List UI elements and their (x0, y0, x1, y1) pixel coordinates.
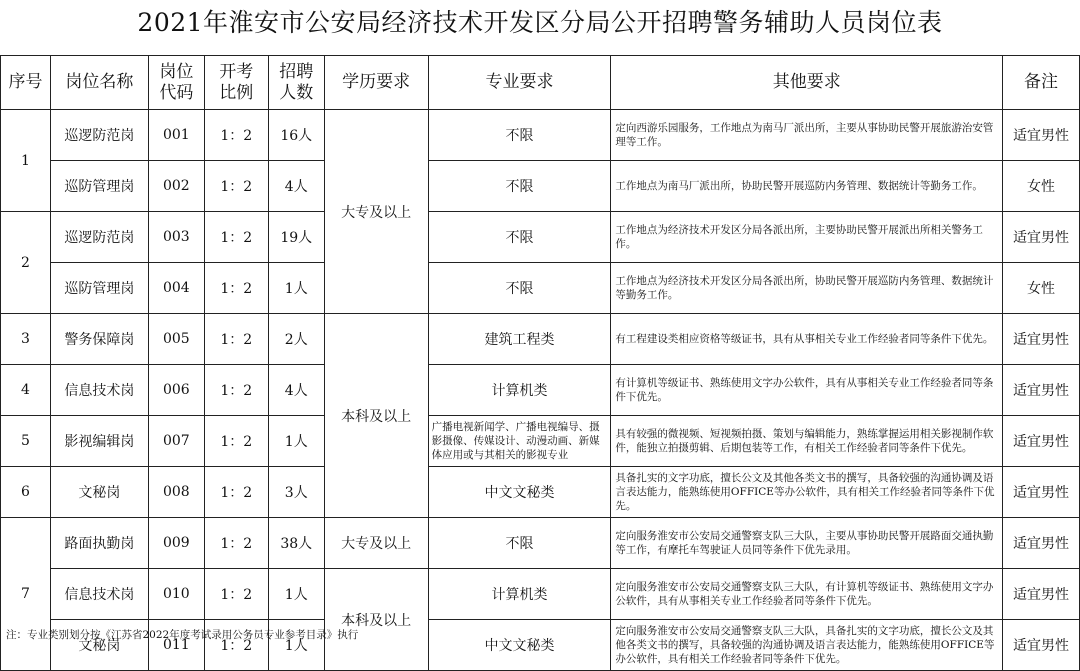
table-row (1, 467, 1080, 518)
hire-count: 38人 (268, 518, 324, 569)
remark: 女性 (1003, 161, 1080, 212)
table-row (1, 569, 1080, 620)
ratio: 1：2 (204, 620, 268, 671)
group-seq: 3 (1, 314, 51, 365)
post-name: 文秘岗 (50, 467, 148, 518)
group-seq: 5 (1, 416, 51, 467)
header-post-name: 岗位名称 (50, 56, 148, 110)
post-name: 文秘岗 (50, 620, 148, 671)
other-req: 有计算机等级证书、熟练使用文字办公软件，具有从事相关专业工作经验者同等条件下优先。 (611, 365, 1003, 416)
header-count: 招聘 人数 (268, 56, 324, 110)
major-req: 不限 (428, 212, 611, 263)
post-name: 影视编辑岗 (50, 416, 148, 467)
major-req: 不限 (428, 518, 611, 569)
remark: 女性 (1003, 263, 1080, 314)
hire-count: 1人 (268, 620, 324, 671)
post-code: 004 (148, 263, 204, 314)
major-req: 广播电视新闻学、广播电视编导、摄影摄像、传媒设计、动漫动画、新媒体应用或与其相关的影视专业 (428, 416, 611, 467)
major-req: 计算机类 (428, 569, 611, 620)
other-req: 有工程建设类相应资格等级证书，具有从事相关专业工作经验者同等条件下优先。 (611, 314, 1003, 365)
ratio: 1：2 (204, 569, 268, 620)
remark: 适宜男性 (1003, 569, 1080, 620)
ratio: 1：2 (204, 263, 268, 314)
other-req: 具备扎实的文字功底，擅长公文及其他各类文书的撰写，具备较强的沟通协调及语言表达能力，能熟练使用OFFICE等办公软件，具有相关工作经验者同等条件下优先。 (611, 467, 1003, 518)
table-row (1, 212, 1080, 263)
major-req: 中文文秘类 (428, 620, 611, 671)
group-seq: 4 (1, 365, 51, 416)
post-name: 警务保障岗 (50, 314, 148, 365)
post-code: 010 (148, 569, 204, 620)
other-req: 定向服务淮安市公安局交通警察支队三大队，主要从事协助民警开展路面交通执勤等工作，有摩托车驾驶证人员同等条件下优先录用。 (611, 518, 1003, 569)
header-other: 其他要求 (611, 56, 1003, 110)
major-req: 不限 (428, 110, 611, 161)
header-education: 学历要求 (324, 56, 428, 110)
post-code: 009 (148, 518, 204, 569)
post-code: 011 (148, 620, 204, 671)
group-seq: 6 (1, 467, 51, 518)
major-req: 计算机类 (428, 365, 611, 416)
other-req: 定向服务淮安市公安局交通警察支队三大队，具备扎实的文字功底，擅长公文及其他各类文书的撰写，具备较强的沟通协调及语言表达能力，能熟练使用OFFICE等办公软件，具有相关工作经验者同等条件下优先。 (611, 620, 1003, 671)
remark: 适宜男性 (1003, 467, 1080, 518)
post-code: 006 (148, 365, 204, 416)
hire-count: 4人 (268, 365, 324, 416)
post-name: 巡逻防范岗 (50, 212, 148, 263)
post-name: 巡防管理岗 (50, 263, 148, 314)
other-req: 具有较强的微视频、短视频拍摄、策划与编辑能力，熟练掌握运用相关影视制作软件，能独立拍摄剪辑、后期包装等工作，有相关工作经验者同等条件下优先。 (611, 416, 1003, 467)
post-code: 007 (148, 416, 204, 467)
post-name: 巡防管理岗 (50, 161, 148, 212)
ratio: 1：2 (204, 518, 268, 569)
remark: 适宜男性 (1003, 620, 1080, 671)
table-row (1, 365, 1080, 416)
ratio: 1：2 (204, 467, 268, 518)
other-req: 定向西游乐园服务，工作地点为南马厂派出所，主要从事协助民警开展旅游治安管理等工作。 (611, 110, 1003, 161)
post-name: 巡逻防范岗 (50, 110, 148, 161)
hire-count: 3人 (268, 467, 324, 518)
remark: 适宜男性 (1003, 314, 1080, 365)
post-name: 信息技术岗 (50, 365, 148, 416)
post-code: 002 (148, 161, 204, 212)
hire-count: 4人 (268, 161, 324, 212)
group-seq: 2 (1, 212, 51, 314)
table-header-row (1, 56, 1080, 110)
header-ratio: 开考 比例 (204, 56, 268, 110)
hire-count: 1人 (268, 569, 324, 620)
ratio: 1：2 (204, 161, 268, 212)
other-req: 工作地点为经济技术开发区分局各派出所，主要协助民警开展派出所相关警务工作。 (611, 212, 1003, 263)
other-req: 工作地点为经济技术开发区分局各派出所，协助民警开展巡防内务管理、数据统计等勤务工作。 (611, 263, 1003, 314)
major-req: 不限 (428, 161, 611, 212)
other-req: 定向服务淮安市公安局交通警察支队三大队，有计算机等级证书、熟练使用文字办公软件，具有从事相关专业工作经验者同等条件下优先。 (611, 569, 1003, 620)
hire-count: 1人 (268, 416, 324, 467)
post-code: 008 (148, 467, 204, 518)
table-row (1, 314, 1080, 365)
ratio: 1：2 (204, 365, 268, 416)
group-seq: 1 (1, 110, 51, 212)
ratio: 1：2 (204, 416, 268, 467)
post-name: 路面执勤岗 (50, 518, 148, 569)
ratio: 1：2 (204, 314, 268, 365)
remark: 适宜男性 (1003, 212, 1080, 263)
header-seq: 序号 (1, 56, 51, 110)
positions-table (0, 55, 1080, 671)
header-remark: 备注 (1003, 56, 1080, 110)
education-req: 本科及以上 (324, 314, 428, 518)
education-req: 大专及以上 (324, 518, 428, 569)
header-post-code: 岗位 代码 (148, 56, 204, 110)
post-code: 005 (148, 314, 204, 365)
education-req: 本科及以上 (324, 569, 428, 671)
hire-count: 1人 (268, 263, 324, 314)
ratio: 1：2 (204, 110, 268, 161)
other-req: 工作地点为南马厂派出所，协助民警开展巡防内务管理、数据统计等勤务工作。 (611, 161, 1003, 212)
table-row (1, 518, 1080, 569)
post-code: 003 (148, 212, 204, 263)
table-row (1, 416, 1080, 467)
major-req: 中文文秘类 (428, 467, 611, 518)
remark: 适宜男性 (1003, 110, 1080, 161)
post-name: 信息技术岗 (50, 569, 148, 620)
remark: 适宜男性 (1003, 365, 1080, 416)
post-code: 001 (148, 110, 204, 161)
hire-count: 19人 (268, 212, 324, 263)
table-row (1, 263, 1080, 314)
hire-count: 16人 (268, 110, 324, 161)
hire-count: 2人 (268, 314, 324, 365)
major-req: 不限 (428, 263, 611, 314)
group-seq: 7 (1, 518, 51, 671)
footnote: 注：专业类别划分按《江苏省2022年度考试录用公务员专业参考目录》执行 (6, 629, 359, 641)
table-row (1, 110, 1080, 161)
remark: 适宜男性 (1003, 518, 1080, 569)
table-row (1, 161, 1080, 212)
major-req: 建筑工程类 (428, 314, 611, 365)
ratio: 1：2 (204, 212, 268, 263)
remark: 适宜男性 (1003, 416, 1080, 467)
header-major: 专业要求 (428, 56, 611, 110)
page-title: 2021年淮安市公安局经济技术开发区分局公开招聘警务辅助人员岗位表 (137, 8, 943, 37)
education-req: 大专及以上 (324, 110, 428, 314)
